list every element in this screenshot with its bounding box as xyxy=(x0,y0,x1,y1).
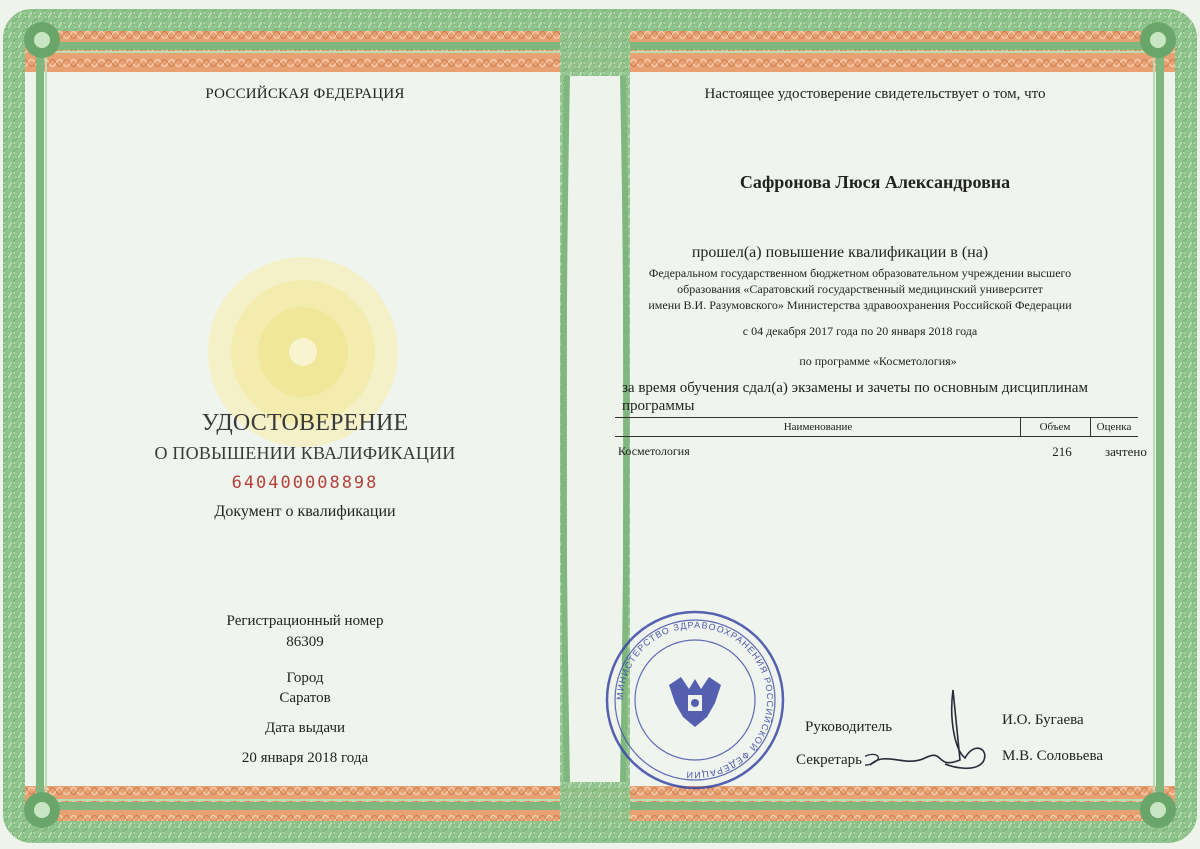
reg-number-label: Регистрационный номер xyxy=(226,613,384,629)
city-label: Город xyxy=(286,670,324,686)
country-label: РОССИЙСКАЯ ФЕДЕРАЦИЯ xyxy=(205,86,405,102)
exams-line-1: за время обучения сдал(а) экзамены и зачеты по основным дисциплинам xyxy=(622,380,1088,396)
doc-title: УДОСТОВЕРЕНИЕ xyxy=(201,410,409,436)
issue-date-label: Дата выдачи xyxy=(264,720,346,736)
institution-line-1: Федеральном государственном бюджетном образовательном учреждении высшего xyxy=(648,266,1072,280)
coat-of-arms-icon xyxy=(669,677,721,727)
institution-line-2: образования «Саратовский государственный медицинский университет xyxy=(677,282,1043,296)
doc-type: Документ о квалификации xyxy=(214,503,396,520)
secretary-name: М.В. Соловьева xyxy=(1002,748,1104,764)
city: Саратов xyxy=(279,690,331,706)
table-header-rule xyxy=(615,436,1138,437)
table-header-volume: Объем xyxy=(1039,421,1071,433)
intro-text: Настоящее удостоверение свидетельствует о том, что xyxy=(704,86,1046,102)
table-row-name: Косметология xyxy=(618,444,690,458)
issue-date: 20 января 2018 года xyxy=(241,750,369,766)
table-row-grade: зачтено xyxy=(1105,444,1147,459)
training-period: с 04 декабря 2017 года по 20 января 2018 года xyxy=(742,324,978,338)
head-label: Руководитель xyxy=(805,719,893,735)
reg-number: 86309 xyxy=(286,634,324,650)
handwritten-signature xyxy=(865,680,1005,780)
table-col-divider xyxy=(1090,417,1091,436)
official-stamp xyxy=(600,605,790,795)
doc-subtitle: О ПОВЫШЕНИИ КВАЛИФИКАЦИИ xyxy=(154,443,456,463)
holder-name: Сафронова Люся Александровна xyxy=(739,172,1011,192)
table-row-volume: 216 xyxy=(1052,444,1072,459)
right-page xyxy=(600,0,1200,849)
table-col-divider xyxy=(1020,417,1021,436)
table-top-rule xyxy=(615,417,1138,418)
serial-number: 640400008898 xyxy=(231,473,379,493)
table-header-grade: Оценка xyxy=(1096,421,1132,433)
program-name: по программе «Косметология» xyxy=(799,354,957,368)
institution-line-3: имени В.И. Разумовского» Министерства здравоохранения Российской Федерации xyxy=(648,298,1072,312)
head-name: И.О. Бугаева xyxy=(1002,712,1084,728)
table-header-name: Наименование xyxy=(783,421,853,433)
training-intro: прошел(а) повышение квалификации в (на) xyxy=(691,244,989,261)
stamp-ring-text: МИНИСТЕРСТВО ЗДРАВООХРАНЕНИЯ РОССИЙСКОЙ ФЕДЕРАЦИИ xyxy=(614,619,776,781)
secretary-label: Секретарь xyxy=(796,752,863,768)
exams-line-2: программы xyxy=(622,398,695,414)
